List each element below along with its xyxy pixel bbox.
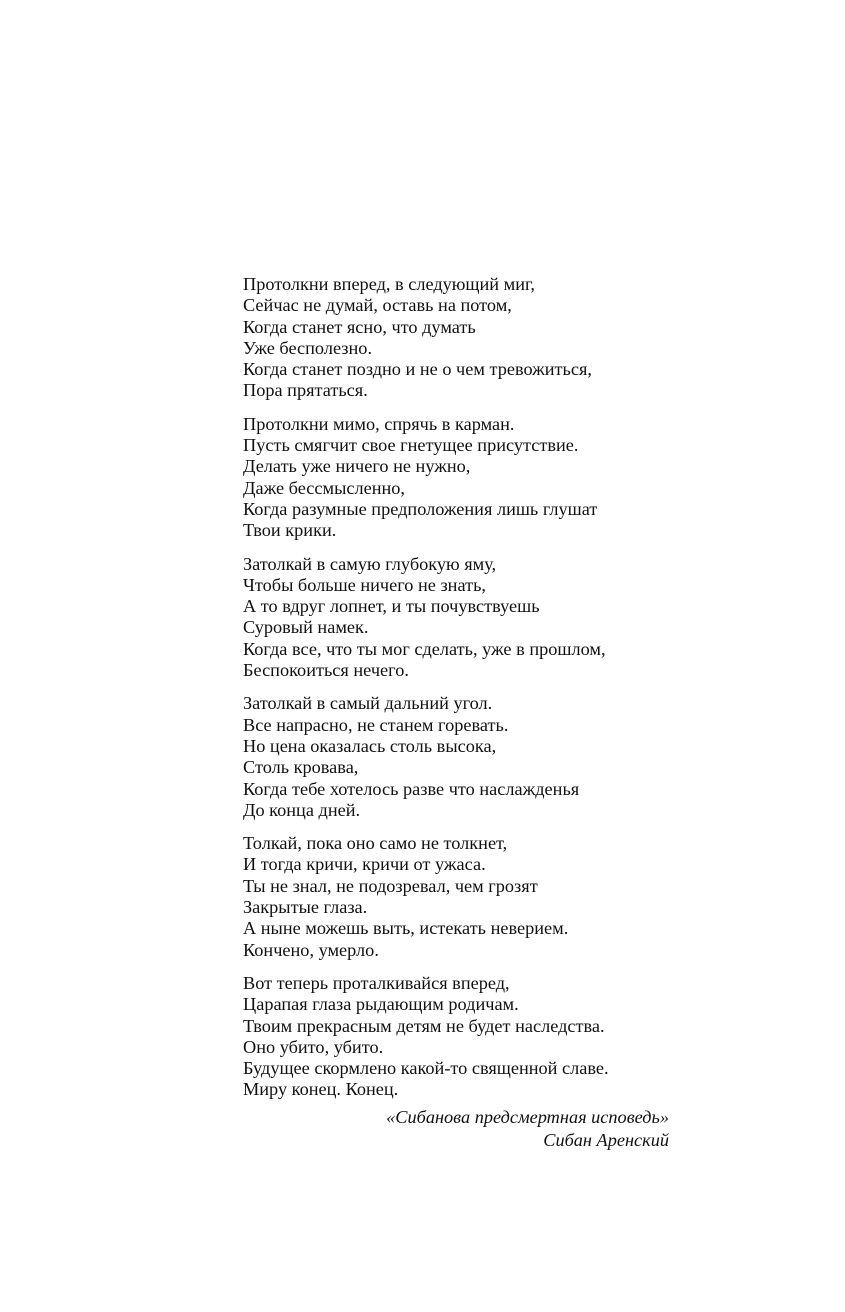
poem-line: Пусть смягчит свое гнетущее присутствие. (243, 435, 579, 456)
poem-line: Ты не знал, не подозревал, чем грозят (243, 875, 538, 896)
poem-line: Столь кровава, (243, 757, 359, 778)
poem-line: Миру конец. Конец. (243, 1079, 399, 1100)
poem-line: До конца дней. (243, 799, 361, 820)
stanza-6 (243, 973, 683, 1101)
poem-line: Делать уже ничего не нужно, (243, 456, 471, 477)
stanza-2 (243, 414, 683, 542)
poem-line: Но цена оказалась столь высока, (243, 735, 497, 756)
poem-line: Когда разумные предположения лишь глушат (243, 498, 598, 519)
poem-line: Сейчас не думай, оставь на потом, (243, 295, 512, 316)
poem-line: Когда станет поздно и не о чем тревожиться, (243, 359, 592, 380)
stanza-4 (243, 693, 683, 821)
stanza-3 (243, 554, 683, 682)
poem-line: Вот теперь проталкивайся вперед, (243, 972, 510, 993)
poem-line: Беспокоиться нечего. (243, 660, 409, 681)
poem-line: Толкай, пока оно само не толкнет, (243, 833, 508, 854)
poem-line: Когда все, что ты мог сделать, уже в прошлом, (243, 638, 606, 659)
poem-line: Протолкни вперед, в следующий миг, (243, 274, 535, 294)
poem-line: И тогда кричи, кричи от ужаса. (243, 854, 486, 875)
poem-line: А то вдруг лопнет, и ты почувствуешь (243, 596, 540, 617)
poem-line: Даже бессмысленно, (243, 477, 405, 498)
poem-line: Оно убито, убито. (243, 1036, 384, 1057)
stanza-5 (243, 833, 683, 961)
stanza-1 (243, 274, 683, 402)
poem-line: Уже бесполезно. (243, 337, 373, 358)
poem-line: Когда тебе хотелось разве что наслажденья (243, 778, 580, 799)
poem-line: Затолкай в самый дальний угол. (243, 693, 493, 714)
poem-line: Затолкай в самую глубокую яму, (243, 553, 497, 574)
poem-line: Суровый намек. (243, 617, 369, 638)
poem (243, 274, 683, 1113)
poem-line: А ныне можешь выть, истекать неверием. (243, 918, 569, 939)
poem-line: Чтобы больше ничего не знать, (243, 574, 486, 595)
epigraph-attribution (243, 1106, 669, 1152)
source-author: Сибан Аренский (543, 1130, 669, 1150)
poem-line: Пора прятаться. (243, 380, 368, 401)
poem-line: Будущее скормлено какой-то священной славе. (243, 1058, 609, 1079)
poem-line: Протолкни мимо, спрячь в карман. (243, 413, 515, 434)
poem-line: Твоим прекрасным детям не будет наследства. (243, 1015, 605, 1036)
poem-line: Твои крики. (243, 520, 337, 541)
poem-line: Все напрасно, не станем горевать. (243, 714, 509, 735)
poem-line: Кончено, умерло. (243, 939, 379, 960)
source-title: «Сибанова предсмертная исповедь» (386, 1107, 669, 1127)
poem-line: Закрытые глаза. (243, 897, 368, 918)
poem-line: Царапая глаза рыдающим родичам. (243, 994, 519, 1015)
poem-line: Когда станет ясно, что думать (243, 316, 476, 337)
